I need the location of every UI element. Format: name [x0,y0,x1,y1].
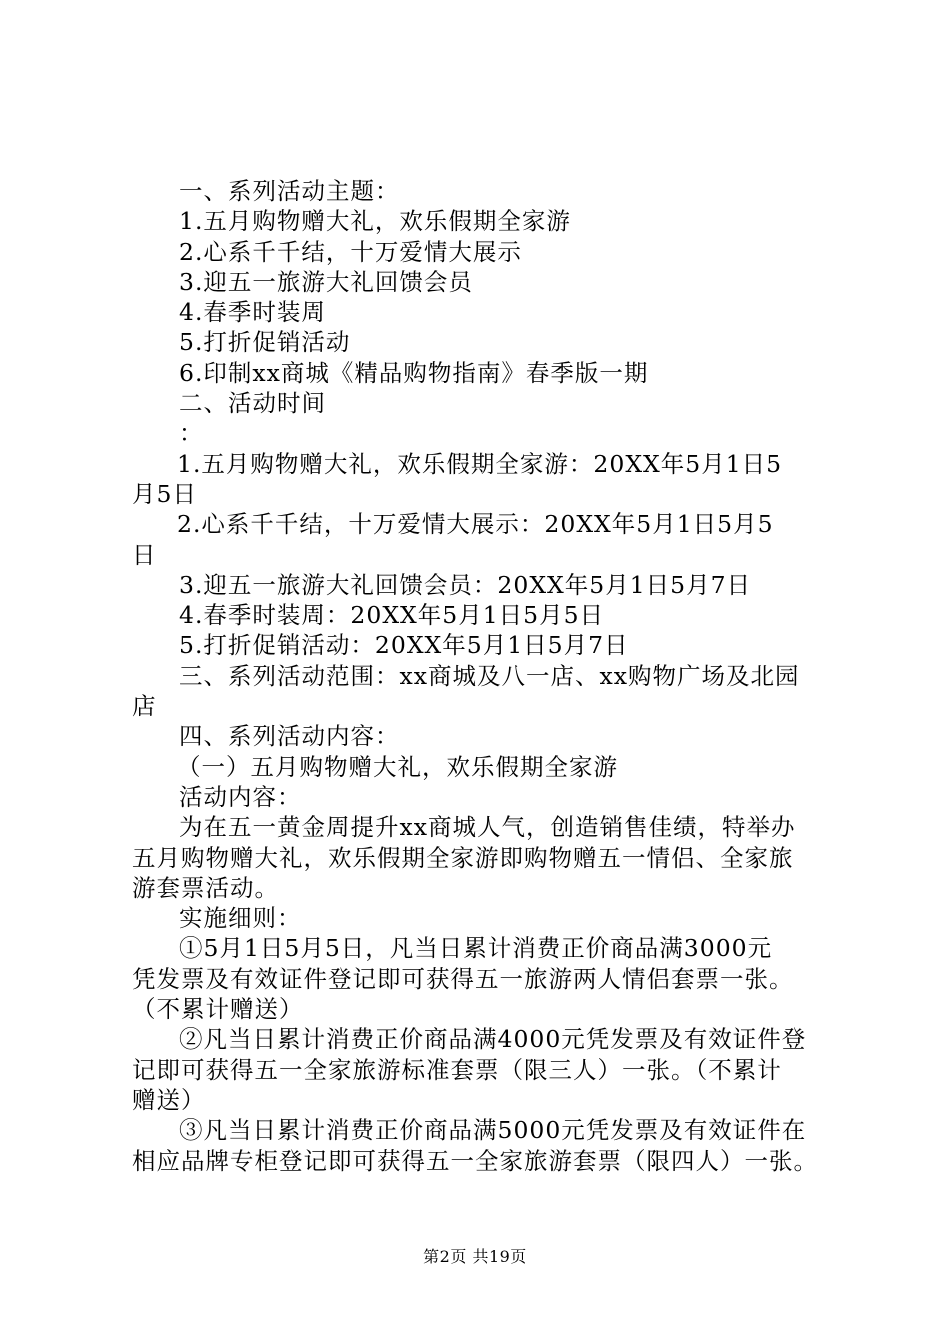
document-body [132,176,832,1176]
time-item-4: 4.春季时装周：20XX年5月1日5月5日 [179,601,605,630]
section-heading-content: 四、系列活动内容： [179,722,400,751]
section-heading-themes: 一、系列活动主题： [179,177,400,205]
theme-item-6: 6.印制xx商城《精品购物指南》春季版一期 [179,358,649,387]
theme-item-1: 1.五月购物赠大礼，欢乐假期全家游 [179,207,571,236]
rule-1-line-1: ①5月1日5月5日，凡当日累计消费正价商品满3000元 [179,934,773,963]
rule-2-line-2: 记即可获得五一全家旅游标准套票（限三人）一张。（不累计 [132,1055,782,1084]
theme-item-2: 2.心系千千结，十万爱情大展示 [179,237,522,266]
time-item-3: 3.迎五一旅游大礼回馈会员：20XX年5月1日5月7日 [179,570,752,599]
rule-2-line-1: ②凡当日累计消费正价商品满4000元凭发票及有效证件登 [179,1025,807,1054]
page-footer: 第2页 共19页 [423,1247,527,1266]
rule-1-line-3: （不累计赠送） [132,995,304,1024]
activity-paragraph-line-3: 游套票活动。 [132,873,279,902]
theme-item-5: 5.打折促销活动 [179,328,351,357]
time-colon: ： [179,419,204,448]
activity-content-label: 活动内容： [179,782,302,811]
activity-paragraph-line-1: 为在五一黄金周提升xx商城人气，创造销售佳绩，特举办 [179,813,796,842]
rule-1-line-2: 凭发票及有效证件登记即可获得五一旅游两人情侣套票一张。 [132,964,794,993]
time-item-1: 1.五月购物赠大礼，欢乐假期全家游：20XX年5月1日5 [177,449,783,478]
time-item-2: 2.心系千千结，十万爱情大展示：20XX年5月1日5月5 [177,510,774,539]
rule-2-line-3: 赠送） [132,1085,206,1114]
theme-item-4: 4.春季时装周 [179,298,326,327]
theme-item-3: 3.迎五一旅游大礼回馈会员 [179,267,473,296]
rules-label: 实施细则： [179,904,302,933]
time-item-5: 5.打折促销活动：20XX年5月1日5月7日 [179,631,629,660]
subsection-heading-1: （一）五月购物赠大礼，欢乐假期全家游 [177,752,618,781]
section-scope-cont: 店 [132,692,157,721]
section-heading-scope: 三、系列活动范围：xx商城及八一店、xx购物广场及北园 [179,661,800,690]
rule-3-line-2: 相应品牌专柜登记即可获得五一全家旅游套票（限四人）一张。 [132,1146,818,1175]
section-heading-time: 二、活动时间 [179,389,326,418]
time-item-2-cont: 日 [132,540,157,569]
activity-paragraph-line-2: 五月购物赠大礼，欢乐假期全家游即购物赠五一情侣、全家旅 [132,843,794,872]
rule-3-line-1: ③凡当日累计消费正价商品满5000元凭发票及有效证件在 [179,1116,807,1145]
time-item-1-cont: 月5日 [132,479,197,508]
